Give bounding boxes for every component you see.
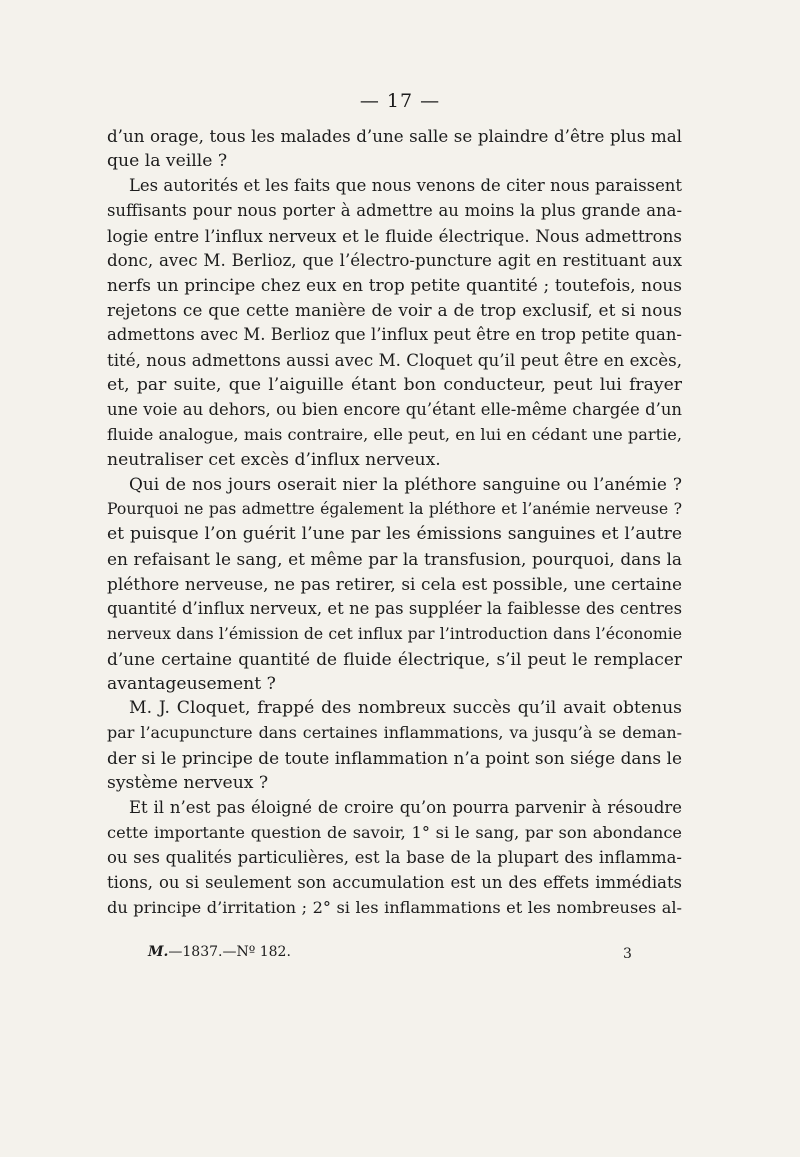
text-line: tité, nous admettons aussi avec M. Cloquet qu’il peut être en excès, bbox=[107, 350, 682, 371]
text-line: pléthore nerveuse, ne pas retirer, si cela est possible, une certaine bbox=[107, 574, 682, 595]
text-line: ou ses qualités particulières, est la base de la plupart des inflamma- bbox=[107, 847, 682, 867]
text-line: une voie au dehors, ou bien encore qu’étant elle-même chargée d’un bbox=[107, 399, 682, 419]
text-line: avantageusement ? bbox=[107, 673, 276, 694]
text-line: d’une certaine quantité de fluide électrique, s’il peut le remplacer bbox=[107, 648, 682, 669]
text-line: suffisants pour nous porter à admettre au moins la plus grande ana- bbox=[107, 200, 682, 220]
journal-year-number: —1837.—Nº 182. bbox=[168, 944, 291, 960]
paragraph bbox=[107, 174, 682, 473]
text-line: par l’acupuncture dans certaines inflammations, va jusqu’à se deman- bbox=[107, 723, 682, 743]
text-line: rejetons ce que cette manière de voir a de trop exclusif, et si nous bbox=[107, 300, 682, 321]
text-line: admettons avec M. Berlioz que l’influx peut être en trop petite quan- bbox=[107, 325, 682, 345]
journal-initial: M. bbox=[148, 944, 169, 960]
paragraph bbox=[107, 472, 682, 696]
text-line: d’un orage, tous les malades d’une salle se plaindre d’être plus mal bbox=[107, 126, 682, 146]
text-line: système nerveux ? bbox=[107, 773, 269, 794]
text-line: Qui de nos jours oserait nier la pléthore sanguine ou l’anémie ? bbox=[129, 474, 682, 495]
text-line: fluide analogue, mais contraire, elle peut, en lui en cédant une partie, bbox=[107, 424, 682, 444]
body-text bbox=[107, 124, 682, 921]
footer-imprint bbox=[148, 944, 291, 960]
text-line: et, par suite, que l’aiguille étant bon conducteur, peut lui frayer bbox=[107, 374, 682, 395]
text-line: cette importante question de savoir, 1° si le sang, par son abondance bbox=[107, 822, 682, 842]
text-line: du principe d’irritation ; 2° si les inflammations et les nombreuses al- bbox=[107, 897, 682, 917]
text-line: Les autorités et les faits que nous venons de citer nous paraissent bbox=[129, 175, 682, 195]
paragraph bbox=[107, 796, 682, 920]
text-line: der si le principe de toute inflammation n’a point son siége dans le bbox=[107, 748, 682, 769]
text-line: quantité d’influx nerveux, et ne pas suppléer la faiblesse des centres bbox=[107, 598, 682, 618]
text-line: tions, ou si seulement son accumulation est un des effets immédiats bbox=[107, 872, 682, 892]
signature-mark: 3 bbox=[623, 946, 632, 962]
page-number: — 17 — bbox=[359, 90, 441, 112]
text-line: logie entre l’influx nerveux et le fluide électrique. Nous admettrons bbox=[107, 225, 682, 246]
text-line: nerveux dans l’émission de cet influx par l’introduction dans l’économie bbox=[107, 623, 682, 643]
text-line: Et il n’est pas éloigné de croire qu’on pourra parvenir à résoudre bbox=[129, 798, 682, 818]
paragraph bbox=[107, 696, 682, 796]
text-line: Pourquoi ne pas admettre également la pléthore et l’anémie nerveuse ? bbox=[107, 499, 682, 519]
text-line: nerfs un principe chez eux en trop petite quantité ; toutefois, nous bbox=[107, 275, 682, 296]
text-line: donc, avec M. Berlioz, que l’électro-puncture agit en restituant aux bbox=[107, 250, 682, 271]
text-line: neutraliser cet excès d’influx nerveux. bbox=[107, 449, 441, 470]
text-line: que la veille ? bbox=[107, 150, 228, 171]
text-line: M. J. Cloquet, frappé des nombreux succès qu’il avait obtenus bbox=[129, 698, 682, 719]
text-line: en refaisant le sang, et même par la transfusion, pourquoi, dans la bbox=[107, 549, 682, 570]
paragraph bbox=[107, 124, 682, 174]
text-line: et puisque l’on guérit l’une par les émissions sanguines et l’autre bbox=[107, 524, 682, 545]
